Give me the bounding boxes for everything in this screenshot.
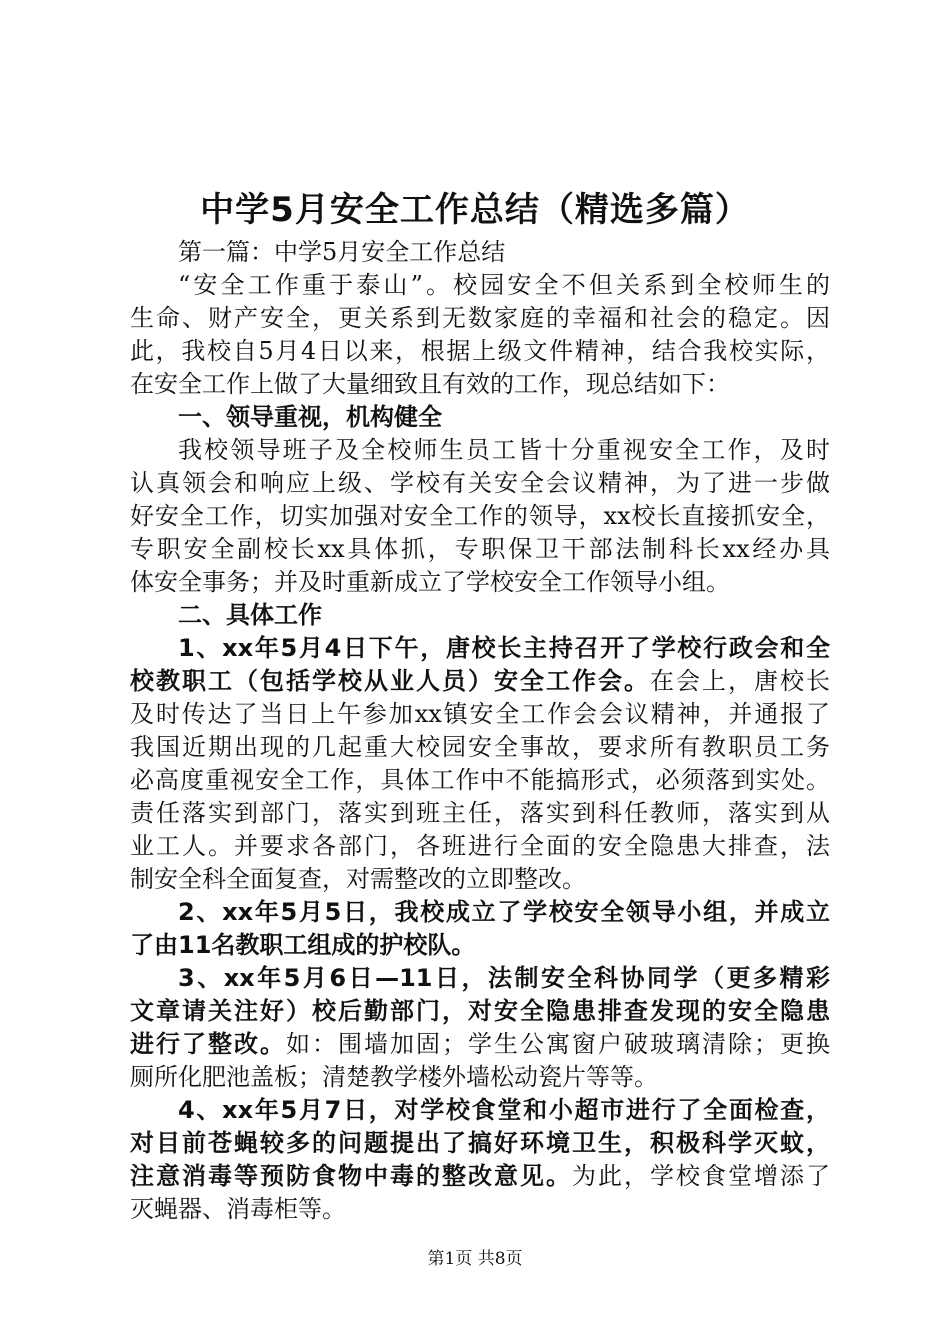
paragraph-line: 体安全事务；并及时重新成立了学校安全工作领导小组。 [130,568,730,596]
paragraph-line: 专职安全副校长xx具体抓，专职保卫干部法制科长xx经办具 [130,535,830,563]
paragraph-line: 4、xx年5月7日，对学校食堂和小超市进行了全面检查， [178,1096,830,1124]
paragraph-line: 我校领导班子及全校师生员工皆十分重视安全工作，及时 [178,436,830,464]
heading-leadership: 一、领导重视，机构健全 [178,403,442,431]
paragraph-line: 对目前苍蝇较多的问题提出了搞好环境卫生，积极科学灭蚊， [130,1129,830,1157]
paragraph-line: 文章请关注好）校后勤部门，对安全隐患排查发现的安全隐患 [130,997,830,1025]
paragraph-line: 认真领会和响应上级、学校有关安全会议精神，为了进一步做 [130,469,830,497]
heading-specific-work: 二、具体工作 [178,601,322,629]
paragraph-line: 责任落实到部门，落实到班主任，落实到科任教师，落实到从 [130,799,830,827]
paragraph-line: 我国近期出现的几起重大校园安全事故，要求所有教职员工务 [130,733,830,761]
paragraph-line: 1、xx年5月4日下午，唐校长主持召开了学校行政会和全 [178,634,830,662]
paragraph-line: 厕所化肥池盖板；清楚教学楼外墙松动瓷片等等。 [130,1063,658,1091]
paragraph-line [130,1028,830,1061]
paragraph-line [130,1160,830,1193]
regular-text: 如：围墙加固；学生公寓窗户破玻璃清除；更换 [286,1030,830,1058]
paragraph-line: 此，我校自5月4日以来，根据上级文件精神，结合我校实际， [130,337,830,365]
paragraph-line: 及时传达了当日上午参加xx镇安全工作会会议精神，并通报了 [130,700,830,728]
paragraph-line: 了由11名教职工组成的护校队。 [130,931,476,959]
paragraph-line: 制安全科全面复查，对需整改的立即整改。 [130,865,586,893]
paragraph-line [130,665,830,698]
bold-text: 注意消毒等预防食物中毒的整改意见。 [130,1162,572,1190]
paragraph-line: 业工人。并要求各部门，各班进行全面的安全隐患大排查，法 [130,832,830,860]
regular-text: 在会上，唐校长 [650,667,830,695]
paragraph-line: 在安全工作上做了大量细致且有效的工作，现总结如下： [130,370,730,398]
paragraph-line: 3、xx年5月6日—11日，法制安全科协同学（更多精彩 [178,964,830,992]
section-heading-part-one: 第一篇：中学5月安全工作总结 [178,238,506,266]
paragraph-line: 好安全工作，切实加强对安全工作的领导，xx校长直接抓安全， [130,502,830,530]
document-body [130,236,830,1226]
regular-text: 为此，学校食堂增添了 [572,1162,830,1190]
paragraph-line: 必高度重视安全工作，具体工作中不能搞形式，必须落到实处。 [130,766,830,794]
paragraph-line: 生命、财产安全，更关系到无数家庭的幸福和社会的稳定。因 [130,304,830,332]
bold-text: 校教职工（包括学校从业人员）安全工作会。 [130,667,650,695]
paragraph-line: “安全工作重于泰山”。校园安全不但关系到全校师生的 [178,271,830,299]
paragraph-line: 灭蝇器、消毒柜等。 [130,1195,346,1223]
document-title: 中学5月安全工作总结（精选多篇） [200,190,750,230]
bold-text: 进行了整改。 [130,1030,286,1058]
page-number-footer: 第1页 共8页 [427,1249,523,1269]
paragraph-line: 2、xx年5月5日，我校成立了学校安全领导小组，并成立 [178,898,830,926]
